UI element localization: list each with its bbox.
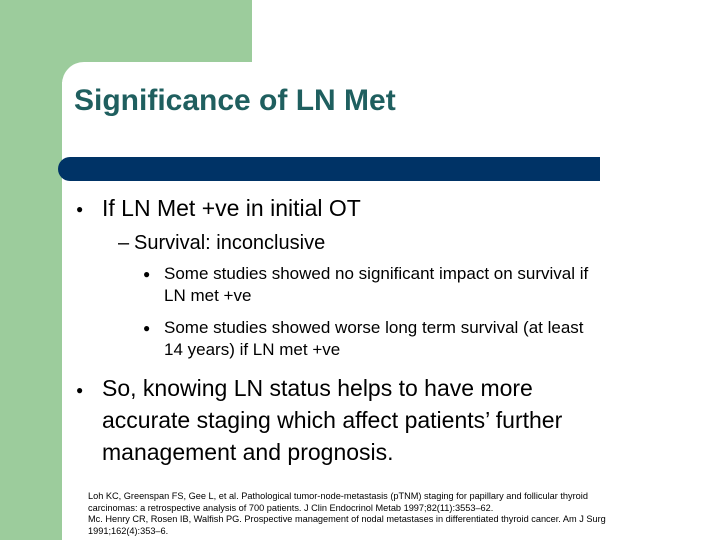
bullet-line: LN met +ve bbox=[164, 286, 252, 305]
subsubbullet-text-no-impact bbox=[164, 263, 588, 307]
bullet-line: Some studies showed no significant impact on survival if bbox=[164, 264, 589, 283]
bullet-line: management and prognosis. bbox=[102, 439, 394, 465]
bullet-line: Some studies showed worse long term survival (at least bbox=[164, 318, 584, 337]
bullet-dot-icon: ● bbox=[76, 383, 84, 397]
reference-line: Loh KC, Greenspan FS, Gee L, et al. Pathological tumor-node-metastasis (pTNM) staging for papillary and follicular thyroid bbox=[88, 491, 588, 501]
decorative-green-strip bbox=[0, 0, 62, 540]
bullet-text-ln-met bbox=[102, 192, 361, 224]
reference-line: carcinomas: a retrospective analysis of 700 patients. J Clin Endocrinol Metab 1997;82(11):3553–62. bbox=[88, 502, 494, 513]
bullet-dot-icon: ● bbox=[76, 202, 84, 216]
bullet-line: Survival: inconclusive bbox=[134, 232, 326, 254]
references bbox=[88, 491, 606, 537]
bullet-line: accurate staging which affect patients’ further bbox=[102, 407, 563, 433]
subsubbullet-text-worse-survival bbox=[164, 317, 584, 361]
bullet-line: So, knowing LN status helps to have more bbox=[102, 375, 533, 401]
bullet-line: If LN Met +ve in initial OT bbox=[102, 195, 361, 221]
bullet-text-knowing-status bbox=[102, 372, 562, 468]
reference-line: 1991;162(4):353–6. bbox=[88, 525, 169, 536]
bullet-dot-icon: ● bbox=[143, 267, 151, 281]
slide-title: Significance of LN Met bbox=[74, 84, 396, 117]
reference-line: Mc. Henry CR, Rosen IB, Walfish PG. Prospective management of nodal metastases in differentiated thyroid cancer. Am J Surg bbox=[88, 514, 606, 524]
title-divider-bar bbox=[58, 157, 600, 181]
bullet-line: 14 years) if LN met +ve bbox=[164, 340, 341, 359]
subbullet-text-survival bbox=[134, 230, 325, 256]
bullet-dot-icon: ● bbox=[143, 321, 151, 335]
dash-marker-icon: – bbox=[118, 232, 130, 254]
